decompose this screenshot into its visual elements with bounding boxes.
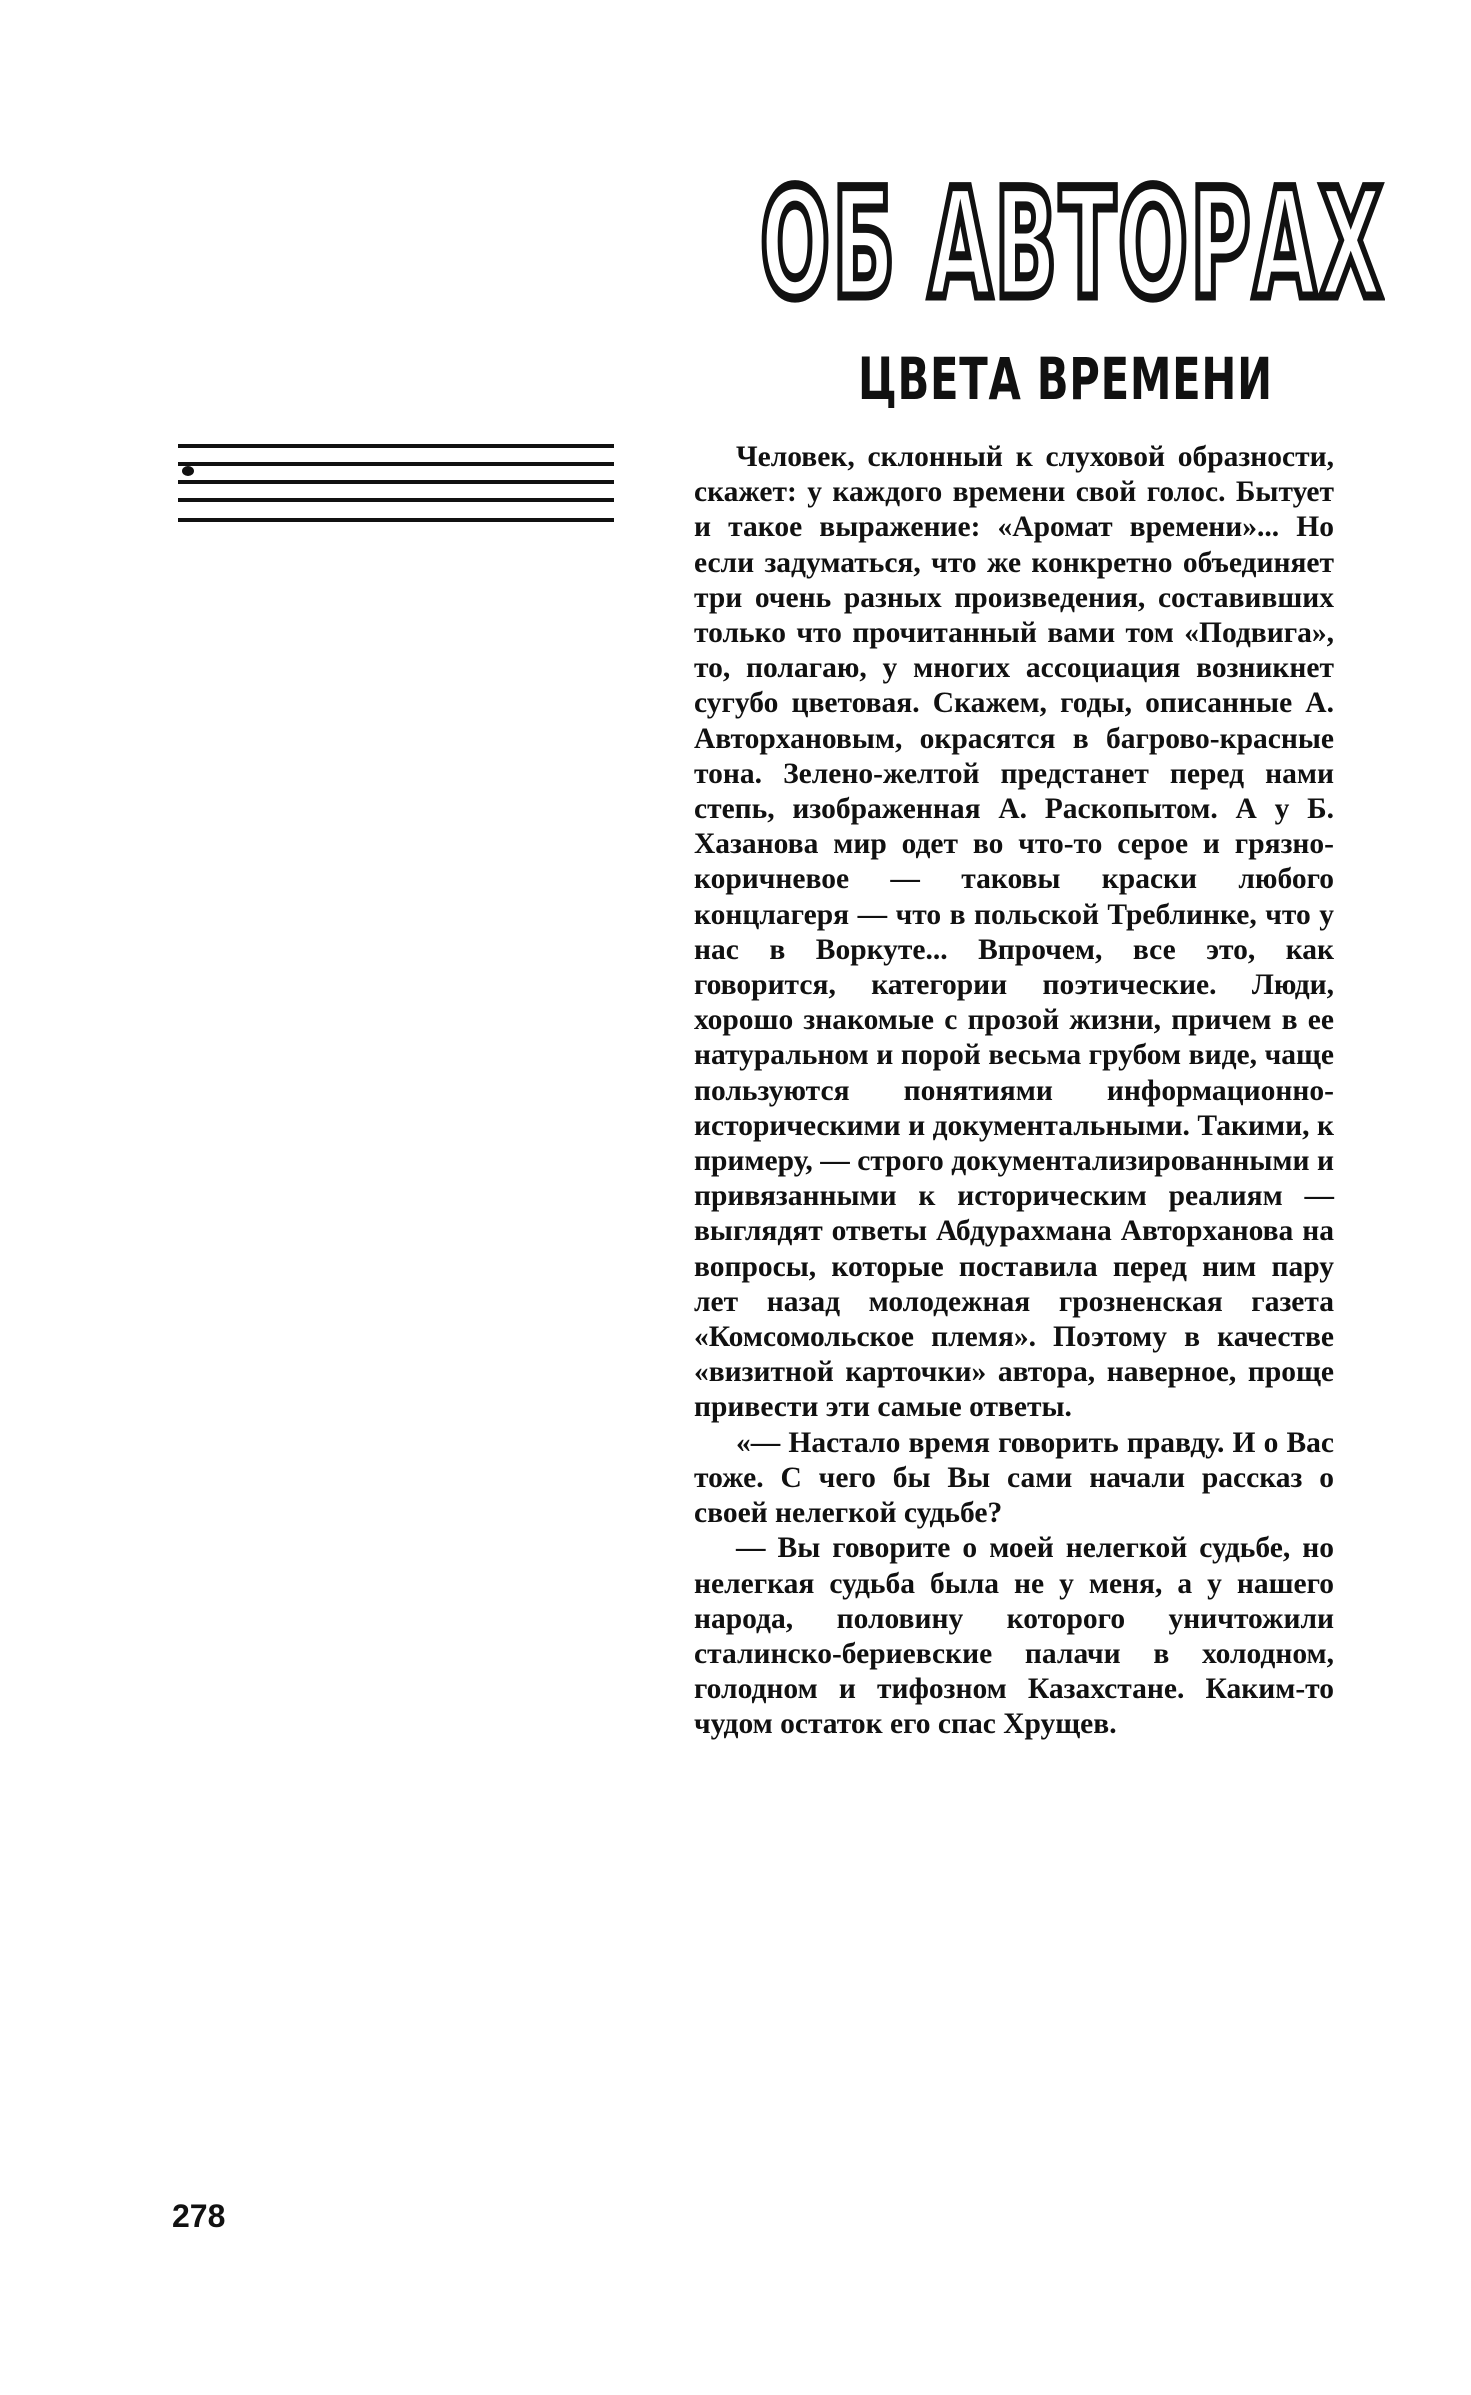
note-mark-icon [182,466,194,476]
staff-line [178,462,614,466]
article-title: ЦВЕТА ВРЕМЕНИ [858,345,1273,413]
staff-line [178,498,614,502]
staff-ornament [178,440,614,532]
paragraph-answer: — Вы говорите о моей нелегкой судьбе, но нелегкая судьба была не у меня, а у нашего народа, половину которого уничтожили сталинско-бериевские палачи в холодном, голодном и тифозном Казахстане. Каким-то чудом остаток его спас Хрущев. [694,1532,1334,1741]
page-number: 278 [172,2198,226,2234]
article-body [694,440,1334,1743]
section-title: ОБ АВТОРАХ [760,158,1385,332]
paragraph-intro: Человек, склонный к слуховой образности, скажет: у каждого времени свой голос. Бытует и такое выражение: «Аромат времени»... Но если задуматься, что же конкретно объединяет три очень разных произведения, составивших только что прочитанный вами том «Подвига», то, полагаю, у многих ассоциация возникнет сугубо цветовая. Скажем, годы, описанные А. Авторхановым, окрасятся в багрово-красные тона. Зелено-желтой предстанет перед нами степь, изображенная А. Раскопытом. А у Б. Хазанова мир одет во что-то серое и грязно-коричневое — таковы краски любого концлагеря — что в польской Треблинке, что у нас в Воркуте... Впрочем, все это, как говорится, категории поэтические. Люди, хорошо знакомые с прозой жизни, причем в ее натуральном и порой весьма грубом виде, чаще пользуются понятиями информационно-историческими и документальными. Такими, к примеру, — строго документализированными и привязанными к историческим реалиям — выглядят ответы Абдурахмана Авторханова на вопросы, которые поставила перед ним пару лет назад молодежная грозненская газета «Комсомольское племя». Поэтому в качестве «визитной карточки» автора, наверное, проще привести эти самые ответы. [694,441,1334,1424]
staff-line [178,480,614,484]
staff-line [178,518,614,522]
staff-line [178,444,614,448]
paragraph-question: «— Настало время говорить правду. И о Вас тоже. С чего бы Вы сами начали рассказ о своей нелегкой судьбе? [694,1426,1334,1530]
